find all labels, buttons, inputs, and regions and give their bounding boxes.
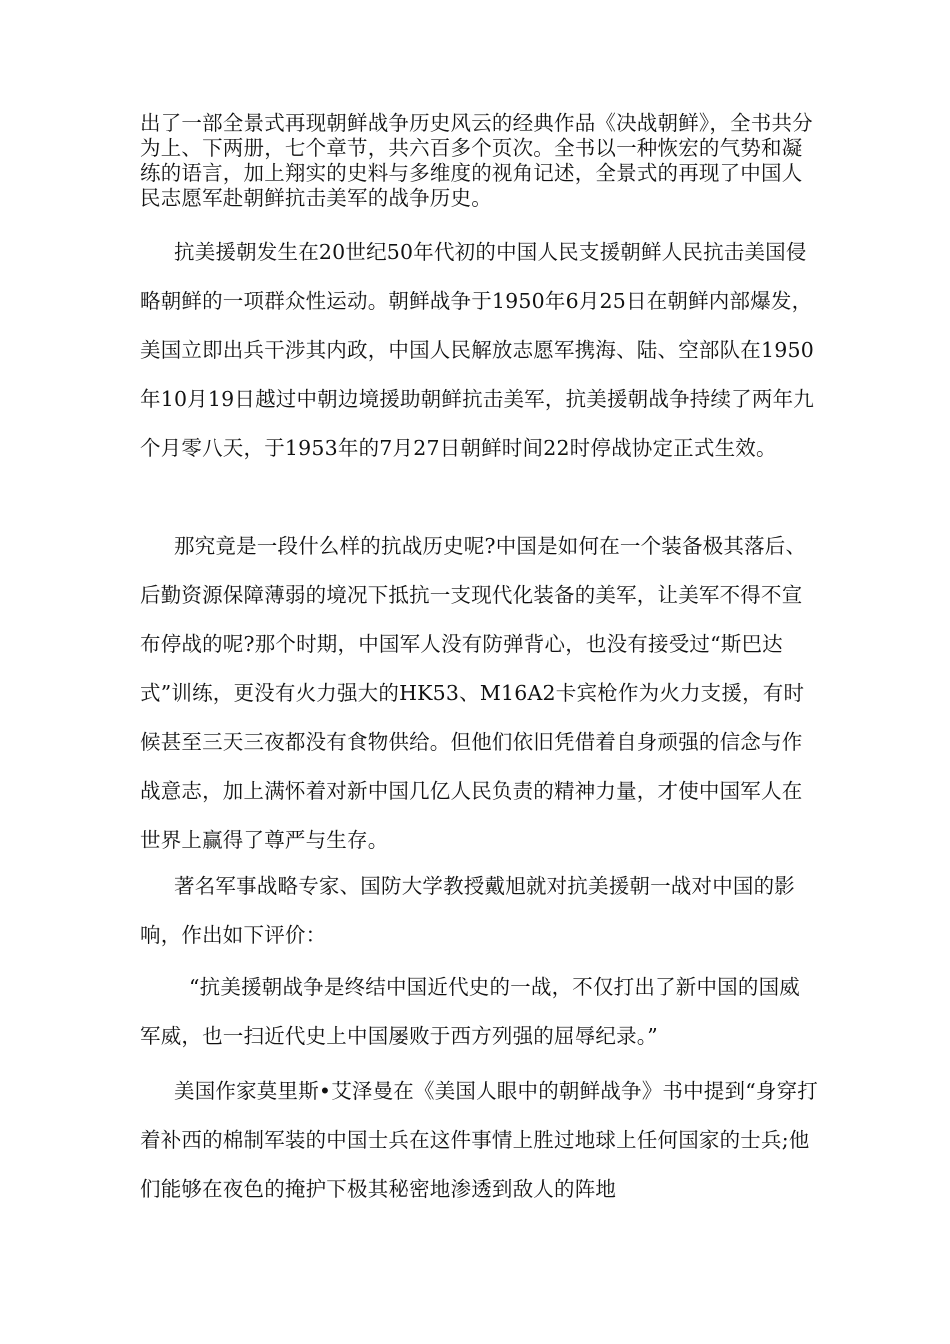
- paragraph-expert-intro: 著名军事战略专家、国防大学教授戴旭就对抗美援朝一战对中国的影响，作出如下评价：: [140, 874, 795, 947]
- paragraph-expert-quote: “抗美援朝战争是终结中国近代史的一战，不仅打出了新中国的国威军威，也一扫近代史上中国屡败于西方列强的屈辱纪录。”: [140, 975, 800, 1048]
- paragraph-author-quote: 美国作家莫里斯•艾泽曼在《美国人眼中的朝鲜战争》书中提到“身穿打着补西的棉制军装的中国士兵在这件事情上胜过地球上任何国家的士兵;他们能够在夜色的掩护下极其秘密地渗透到敌人的阵地: [140, 1079, 818, 1201]
- paragraph-war-overview: 抗美援朝发生在20世纪50年代初的中国人民支援朝鲜人民抗击美国侵略朝鲜的一项群众性运动。朝鲜战争于1950年6月25日在朝鲜内部爆发，美国立即出兵干涉其内政，中国人民解放志愿军携海、陆、空部队在1950年10月19日越过中朝边境援助朝鲜抗击美军，抗美援朝战争持续了两年九个月零八天，于1953年的7月27日朝鲜时间22时停战协定正式生效。: [140, 240, 814, 460]
- paragraph-war-hardship: 那究竟是一段什么样的抗战历史呢?中国是如何在一个装备极其落后、后勤资源保障薄弱的境况下抵抗一支现代化装备的美军，让美军不得不宣布停战的呢?那个时期，中国军人没有防弹背心，也没有接受过“斯巴达式”训练，更没有火力强大的HK53、M16A2卡宾枪作为火力支援，有时候甚至三天三夜都没有食物供给。但他们依旧凭借着自身顽强的信念与作战意志，加上满怀着对新中国几亿人民负责的精神力量，才使中国军人在世界上赢得了尊严与生存。: [140, 534, 807, 852]
- paragraph-book-intro: 出了一部全景式再现朝鲜战争历史风云的经典作品《决战朝鲜》，全书共分为上、下两册，七个章节，共六百多个页次。全书以一种恢宏的气势和凝练的语言，加上翔实的史料与多维度的视角记述，全景式的再现了中国人民志愿军赴朝鲜抗击美军的战争历史。: [140, 111, 813, 210]
